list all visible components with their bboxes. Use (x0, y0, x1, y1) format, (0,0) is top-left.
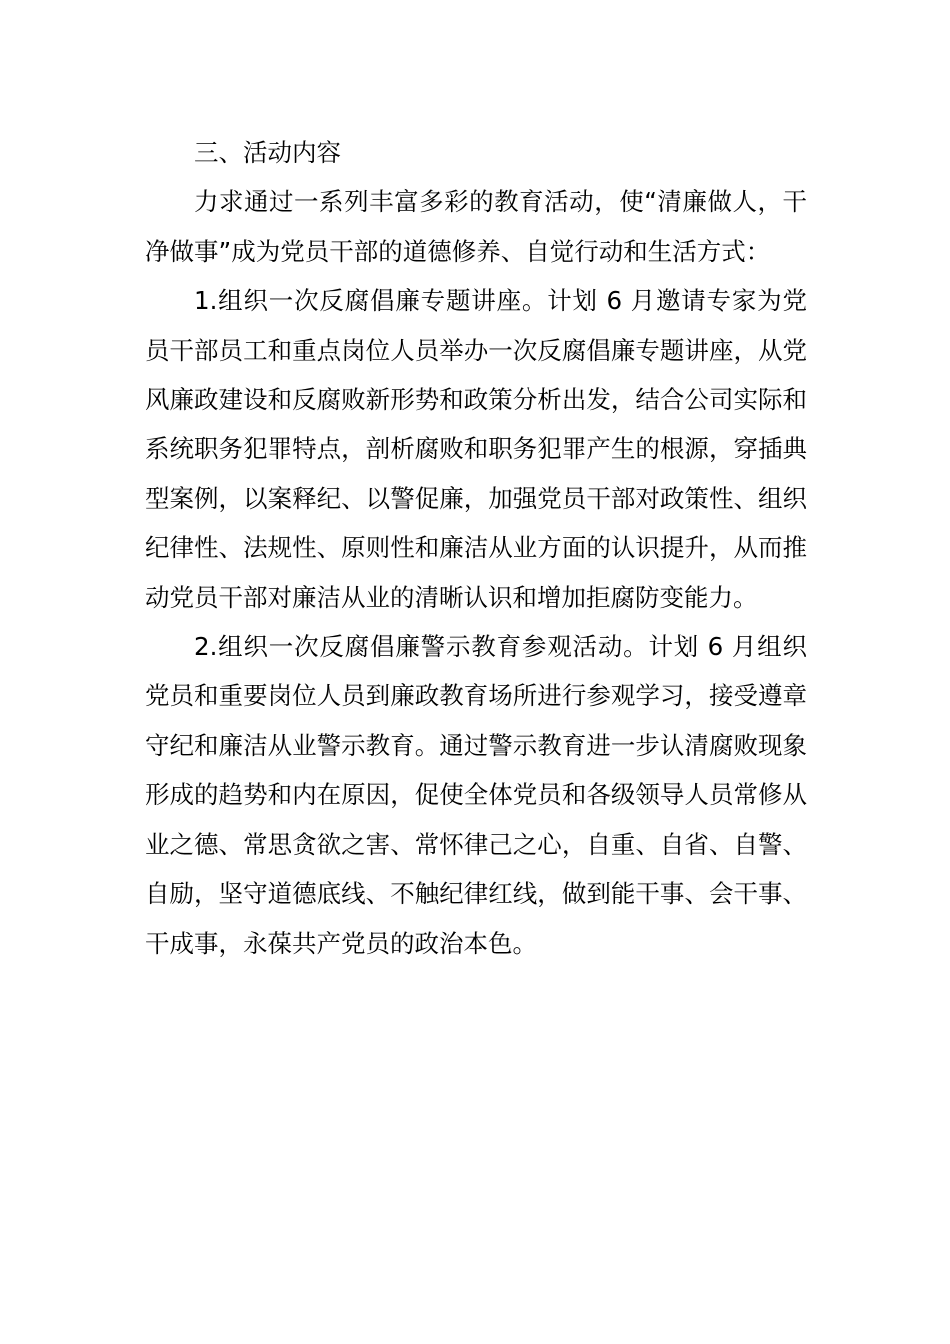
section-heading: 三、活动内容 (194, 138, 341, 167)
paragraph-item-2: 2.组织一次反腐倡廉警示教育参观活动。计划 6 月组织党员和重要岗位人员到廉政教育场所进行参观学习，接受遵章守纪和廉洁从业警示教育。通过警示教育进一步认清腐败现象形成的趋势和内在原因，促使全体党员和各级领导人员常修从业之德、常思贪欲之害、常怀律己之心，自重、自省、自警、自励，坚守道德底线、不触纪律红线，做到能干事、会干事、干成事，永葆共产党员的政治本色。 (145, 632, 807, 958)
paragraph-intro: 力求通过一系列丰富多彩的教育活动，使“清廉做人，干净做事”成为党员干部的道德修养、自觉行动和生活方式： (145, 187, 807, 266)
document-body (145, 128, 807, 968)
paragraph-item-1: 1.组织一次反腐倡廉专题讲座。计划 6 月邀请专家为党员干部员工和重点岗位人员举办一次反腐倡廉专题讲座，从党风廉政建设和反腐败新形势和政策分析出发，结合公司实际和系统职务犯罪特点，剖析腐败和职务犯罪产生的根源，穿插典型案例，以案释纪、以警促廉，加强党员干部对政策性、组织纪律性、法规性、原则性和廉洁从业方面的认识提升，从而推动党员干部对廉洁从业的清晰认识和增加拒腐防变能力。 (145, 286, 807, 612)
